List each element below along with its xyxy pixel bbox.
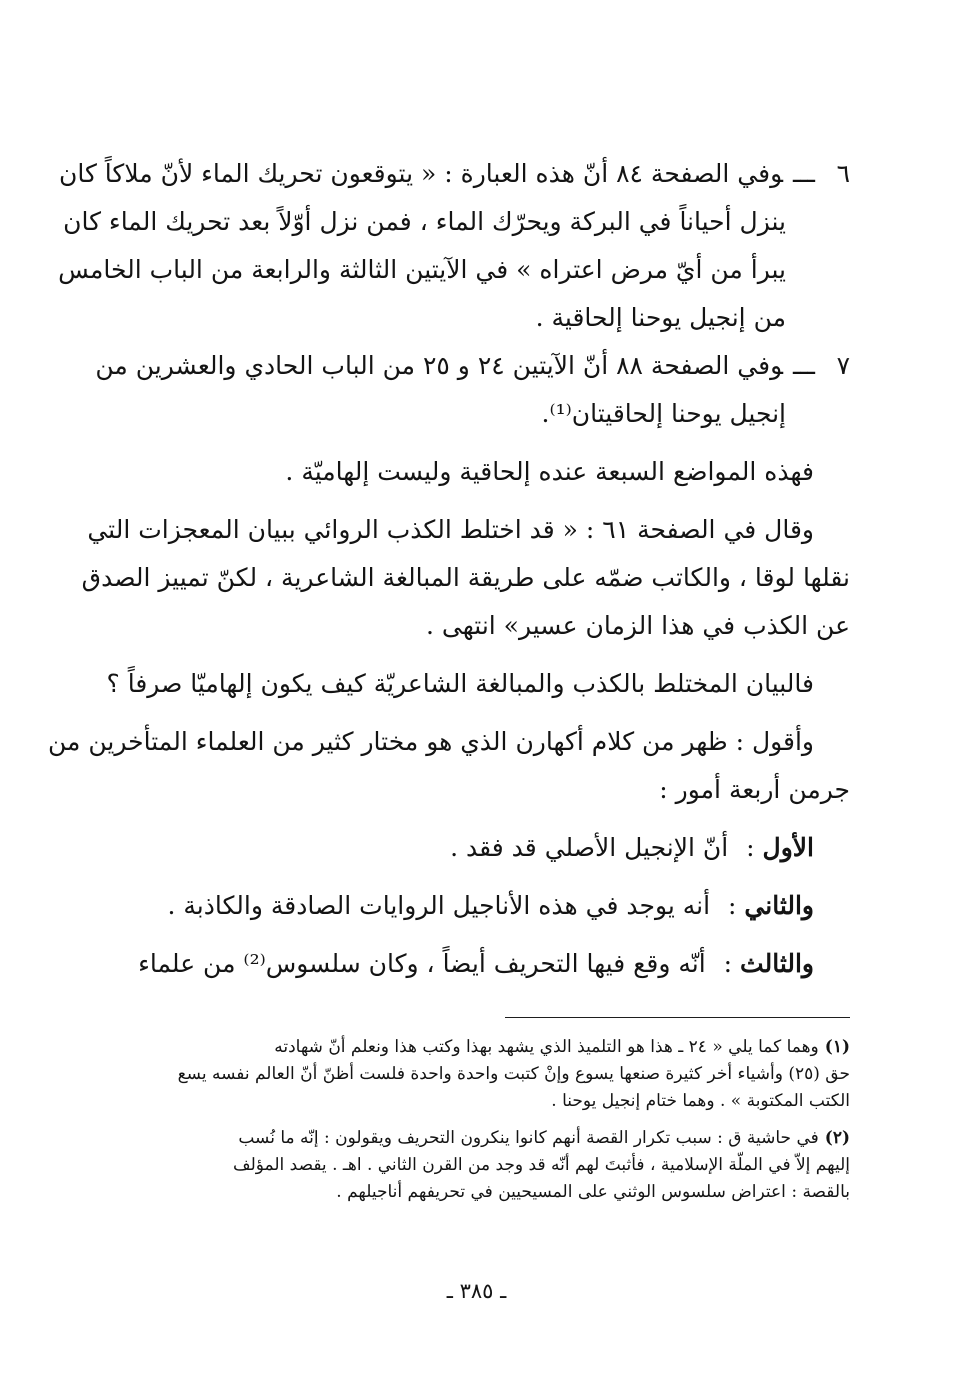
colon: :: [746, 833, 763, 862]
dash: ـــ: [793, 351, 815, 380]
footnote-text: في حاشية ق : سبب تكرار القصة أنهم كانوا ينكرون التحريف ويقولون : إنّه ما نُسب: [238, 1128, 819, 1148]
footnote-2-line: بالقصة : اعتراض سلسوس الوثني على المسيحيين في تحريفهم أناجيلهم .: [336, 1182, 850, 1202]
footnote-2-line: [120, 1125, 850, 1152]
footnote-1-line: [120, 1034, 850, 1061]
point-text: أنه يوجد في هذه الأناجيل الروايات الصادقة والكاذبة .: [167, 891, 711, 920]
footnote-2-line: إليهم إلاّ في الملّة الإسلامية ، فأثبتَ لهم أنّه قد وجد من القرن الثاني . اهـ . يقصد المؤلف: [232, 1155, 850, 1175]
point-label: والثاني: [744, 891, 814, 920]
list-item-7: [95, 342, 850, 438]
main-text: [47, 150, 850, 988]
spacer: [120, 1115, 850, 1125]
page-number: ـ ٣٨٥ ـ: [446, 1279, 507, 1303]
paragraph-line: فهذه المواضع السبعة عنده إلحاقية وليست إلهاميّة .: [285, 457, 814, 486]
point-label: والثالث: [740, 949, 814, 978]
paragraph-line: فالبيان المختلط بالكذب والمبالغة الشاعريّة كيف يكون إلهاميّا صرفاً ؟: [106, 669, 814, 698]
paragraph-line: جرمن أربعة أمور :: [659, 775, 850, 804]
footnote-mark: (٢): [824, 1128, 850, 1148]
point-label: الأول: [762, 833, 814, 862]
point-third: [120, 940, 850, 988]
point-text: أنّه وقع فيها التحريف أيضاً ، وكان سلسوس⁽²⁾ من علماء: [138, 949, 706, 978]
point-second: [120, 882, 850, 930]
spacer: [120, 930, 850, 940]
item-number: ٧: [836, 351, 850, 380]
footnote-divider: [505, 1017, 850, 1018]
spacer: [120, 872, 850, 882]
spacer: [120, 650, 850, 660]
text-line: من إنجيل يوحنا إلحاقية .: [535, 303, 786, 332]
paragraph-line: وأقول : ظهر من كلام أكهارن الذي هو مختار كثير من العلماء المتأخرين من: [47, 727, 814, 756]
list-item-6: [58, 150, 850, 342]
item-line: وفي الصفحة ٨٨ أنّ الآيتين ٢٤ و ٢٥ من الباب الحادي والعشرين من: [95, 351, 784, 380]
spacer: [120, 814, 850, 824]
spacer: [120, 438, 850, 448]
paragraph-line: عن الكذب في هذا الزمان عسير» انتهى .: [426, 611, 850, 640]
text-line: [95, 342, 850, 390]
paragraph-line: وقال في الصفحة ٦١ : « قد اختلط الكذب الروائي ببيان المعجزات التي: [87, 515, 814, 544]
point-first: [120, 824, 850, 872]
footnote-mark: (١): [824, 1037, 850, 1057]
text-line: إنجيل يوحنا إلحاقيتان⁽¹⁾.: [541, 399, 786, 428]
item-line: وفي الصفحة ٨٤ أنّ هذه العبارة : « يتوقعون تحريك الماء لأنّ ملاكاً كان: [58, 159, 784, 188]
text-line: [58, 150, 850, 198]
item-number: ٦: [836, 159, 850, 188]
footnote-1-line: الكتب المكتوبة » . وهما ختام إنجيل يوحنا .: [551, 1091, 850, 1111]
text-line: يبرأ من أيّ مرض اعتراه » في الآيتين الثالثة والرابعة من الباب الخامس: [58, 255, 786, 284]
dash: ـــ: [793, 159, 815, 188]
text-line: ينزل أحياناً في البركة ويحرّك الماء ، فمن نزل أوّلاً بعد تحريك الماء كان: [63, 207, 786, 236]
colon: :: [723, 949, 741, 978]
footnote-text: وهما كما يلي « ٢٤ ـ هذا هو التلميذ الذي يشهد بهذا وكتب هذا ونعلم أنّ شهادته: [274, 1037, 819, 1057]
spacer: [120, 496, 850, 506]
footnotes: [120, 1034, 850, 1206]
paragraph-line: نقلها لوقا ، والكاتب ضمّه على طريقة المبالغة الشاعرية ، لكنّ تمييز الصدق: [81, 563, 850, 592]
footnote-1-line: حق (٢٥) وأشياء أخر كثيرة صنعها يسوع وإنْ كتبت واحدة واحدة فلست أظنّ أنّ العالم نفسه يسع: [177, 1064, 850, 1084]
colon: :: [728, 891, 745, 920]
spacer: [120, 708, 850, 718]
point-text: أنّ الإنجيل الأصلي قد فقد .: [450, 833, 729, 862]
